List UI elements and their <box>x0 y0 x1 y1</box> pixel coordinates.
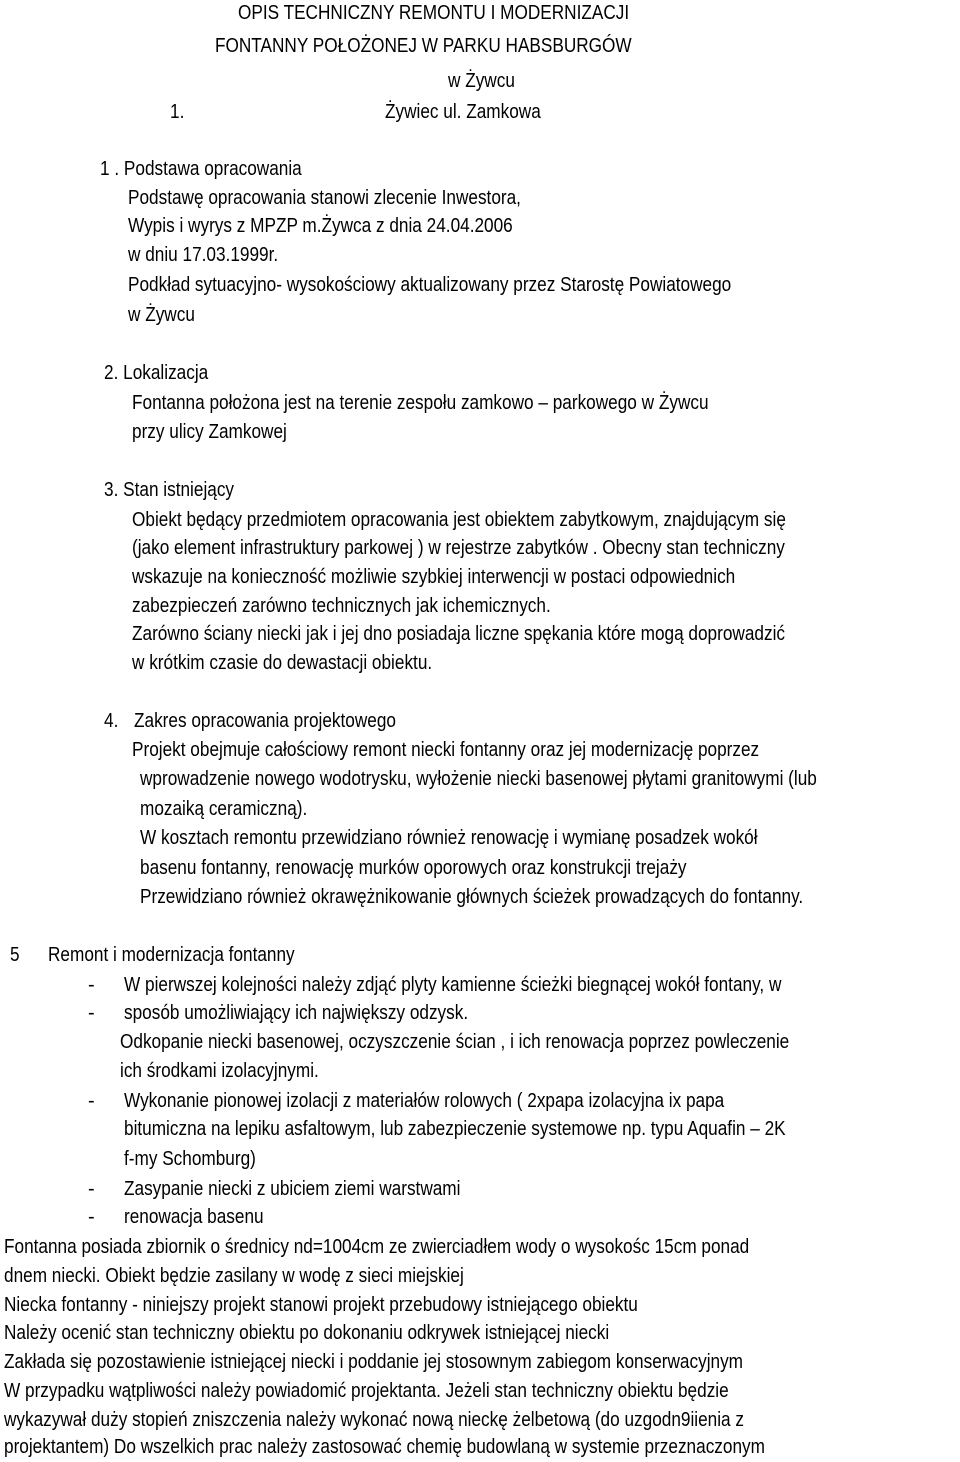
section-3-line: (jako element infrastruktury parkowej ) w rejestrze zabytków . Obecny stan techniczny <box>132 537 785 559</box>
list-dash: - <box>88 1178 95 1200</box>
body-line: Niecka fontanny - niniejszy projekt stanowi projekt przebudowy istniejącego obiektu <box>4 1294 638 1316</box>
section-4-line: mozaiką ceramiczną). <box>140 798 308 820</box>
list-dash: - <box>88 1090 95 1112</box>
section-4-line: W kosztach remontu przewidziano również renowację i wymianę posadzek wokół <box>140 827 758 849</box>
section-5-item: Wykonanie pionowej izolacji z materiałów rolowych ( 2xpapa izolacyjna ix papa <box>124 1090 725 1112</box>
section-5-item: renowacja basenu <box>124 1206 264 1228</box>
section-5-item: f-my Schomburg) <box>124 1148 256 1170</box>
section-5-item: W pierwszej kolejności należy zdjąć plyty kamienne ścieżki biegnącej wokół fontany, w <box>124 974 782 996</box>
body-line: Fontanna posiada zbiornik o średnicy nd=1004cm ze zwierciadłem wody o wysokośc 15cm ponad <box>4 1236 750 1258</box>
body-line: Należy ocenić stan techniczny obiektu po dokonaniu odkrywek istniejącej niecki <box>4 1322 610 1344</box>
section-1-line: w dniu 17.03.1999r. <box>128 244 279 266</box>
body-line: dnem niecki. Obiekt będzie zasilany w wodę z sieci miejskiej <box>4 1265 464 1287</box>
section-4-line: basenu fontanny, renowację murków oporowych oraz konstrukcji trejaży <box>140 857 687 879</box>
section-5-number: 5 <box>10 944 20 966</box>
section-4-line: Projekt obejmuje całościowy remont niecki fontanny oraz jej modernizację poprzez <box>132 739 760 761</box>
section-1-line: Wypis i wyrys z MPZP m.Żywca z dnia 24.04.2006 <box>128 215 513 237</box>
section-3-line: zabezpieczeń zarówno technicznych jak ichemicznych. <box>132 595 551 617</box>
section-4-line: wprowadzenie nowego wodotrysku, wyłożenie niecki basenowej płytami granitowymi (lub <box>140 768 817 790</box>
section-1-heading: 1 . Podstawa opracowania <box>100 158 302 180</box>
title-address-number: 1. <box>170 101 185 123</box>
body-line: Zakłada się pozostawienie istniejącej niecki i poddanie jej stosownym zabiegom konserwacyjnym <box>4 1351 744 1373</box>
document-title-line-3: w Żywcu <box>448 70 515 92</box>
section-3-line: Zarówno ściany niecki jak i jej dno posiadaja liczne spękania które mogą doprowadzić <box>132 623 785 645</box>
section-1-line: Podkład sytuacyjno- wysokościowy aktualizowany przez Starostę Powiatowego <box>128 274 732 296</box>
list-dash: - <box>88 1206 95 1228</box>
list-dash: - <box>88 1002 95 1024</box>
body-line: wykazywał duży stopień zniszczenia należy wykonać nową nieckę żelbetową (do uzgodn9iienia z <box>4 1409 745 1431</box>
section-2-heading: 2. Lokalizacja <box>104 362 209 384</box>
section-1-line: w Żywcu <box>128 304 195 326</box>
section-5-item: bitumiczna na lepiku asfaltowym, lub zabezpieczenie systemowe np. typu Aquafin – 2K <box>124 1118 786 1140</box>
list-dash: - <box>88 974 95 996</box>
section-2-line: Fontanna położona jest na terenie zespołu zamkowo – parkowego w Żywcu <box>132 392 709 414</box>
document-title-line-1: OPIS TECHNICZNY REMONTU I MODERNIZACJI <box>238 2 630 24</box>
section-3-heading: 3. Stan istniejący <box>104 479 235 501</box>
section-5-item: Odkopanie niecki basenowej, oczyszczenie ścian , i ich renowacja poprzez powleczenie <box>120 1031 790 1053</box>
section-3-line: Obiekt będący przedmiotem opracowania jest obiektem zabytkowym, znajdującym się <box>132 509 786 531</box>
section-3-line: wskazuje na konieczność możliwie szybkiej interwencji w postaci odpowiednich <box>132 566 736 588</box>
body-line: W przypadku wątpliwości należy powiadomić projektanta. Jeżeli stan techniczny obiektu będzie <box>4 1380 729 1402</box>
section-1-line: Podstawę opracowania stanowi zlecenie Inwestora, <box>128 187 521 209</box>
section-5-item: Zasypanie niecki z ubiciem ziemi warstwami <box>124 1178 461 1200</box>
section-4-line: Przewidziano również okrawężnikowanie głównych ścieżek prowadzących do fontanny. <box>140 886 804 908</box>
body-line: projektantem) Do wszelkich prac należy zastosować chemię budowlaną w systemie przeznaczonym <box>4 1436 765 1458</box>
section-4-number: 4. <box>104 710 119 732</box>
section-5-heading: Remont i modernizacja fontanny <box>48 944 295 966</box>
document-title-line-2: FONTANNY POŁOŻONEJ W PARKU HABSBURGÓW <box>215 35 632 57</box>
section-4-heading: Zakres opracowania projektowego <box>134 710 396 732</box>
section-5-item: ich środkami izolacyjnymi. <box>120 1060 319 1082</box>
section-2-line: przy ulicy Zamkowej <box>132 421 287 443</box>
section-3-line: w krótkim czasie do dewastacji obiektu. <box>132 652 433 674</box>
section-5-item: sposób umożliwiający ich największy odzysk. <box>124 1002 469 1024</box>
title-address: Żywiec ul. Zamkowa <box>385 101 541 123</box>
